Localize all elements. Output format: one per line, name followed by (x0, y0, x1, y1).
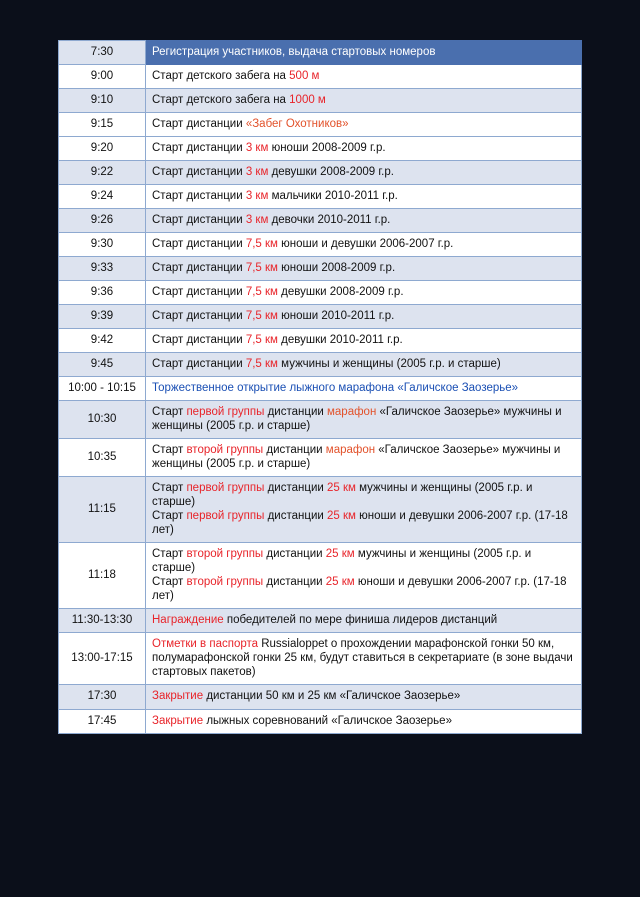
text-segment: Старт (152, 576, 187, 589)
row-description (146, 329, 582, 353)
row-time: 9:36 (59, 281, 146, 305)
row-time: 9:10 (59, 89, 146, 113)
text-segment: Старт (152, 510, 187, 523)
row-time: 9:42 (59, 329, 146, 353)
table-row (59, 65, 582, 89)
text-segment: мальчики 2010-2011 г.р. (268, 190, 398, 203)
text-segment: победителей по мере финиша лидеров дистанций (223, 614, 498, 627)
row-time: 10:00 - 10:15 (59, 377, 146, 401)
text-segment: Старт дистанции (152, 358, 246, 371)
text-segment: Старт дистанции (152, 238, 246, 251)
table-row (59, 305, 582, 329)
table-row (59, 685, 582, 709)
text-segment: Старт дистанции (152, 310, 246, 323)
row-time: 13:00-17:15 (59, 633, 146, 685)
text-segment: 7,5 км (245, 358, 278, 371)
text-segment: Старт дистанции (152, 142, 246, 155)
text-segment: юноши 2010-2011 г.р. (277, 310, 395, 323)
row-description (146, 477, 582, 543)
text-segment: мужчины и женщины (2005 г.р. и старше) (152, 482, 533, 509)
row-description (146, 113, 582, 137)
text-segment: 25 км (325, 548, 355, 561)
table-row (59, 329, 582, 353)
text-segment: 3 км (245, 142, 269, 155)
text-segment: Старт дистанции (152, 262, 246, 275)
row-time: 11:18 (59, 543, 146, 609)
text-segment: девушки 2008-2009 г.р. (268, 166, 394, 179)
text-segment: Старт дистанции (152, 118, 246, 131)
row-time: 17:45 (59, 709, 146, 733)
text-segment: 7,5 км (245, 238, 278, 251)
table-row (59, 209, 582, 233)
row-description (146, 401, 582, 439)
text-segment: дистанции (263, 576, 326, 589)
table-row (59, 709, 582, 733)
schedule-table-body (59, 41, 582, 734)
text-segment: Russialoppet о прохождении марафонской гонки 50 км, полумарафонской гонки 25 км, будут ставиться в секретариате (в зоне выдачи стартовых пакетов) (152, 638, 573, 679)
text-segment: Закрытие (152, 690, 204, 703)
text-segment: Регистрация участников, выдача стартовых номеров (152, 46, 436, 58)
text-segment: первой группы (186, 510, 265, 523)
text-segment: Награждение (152, 614, 224, 627)
text-segment: 3 км (245, 166, 269, 179)
text-segment: Старт дистанции (152, 286, 246, 299)
text-segment: 25 км (325, 576, 355, 589)
text-segment: Старт дистанции (152, 166, 246, 179)
text-segment: 3 км (245, 214, 269, 227)
text-segment: Старт детского забега на (152, 94, 290, 107)
text-segment: Старт (152, 482, 187, 495)
table-row (59, 377, 582, 401)
text-segment: 7,5 км (245, 334, 278, 347)
row-time: 9:45 (59, 353, 146, 377)
text-segment: лыжных соревнований «Галичское Заозерье» (203, 714, 452, 727)
text-segment: дистанции (264, 482, 327, 495)
table-row (59, 161, 582, 185)
row-time: 11:30-13:30 (59, 609, 146, 633)
text-segment: девушки 2008-2009 г.р. (277, 286, 404, 299)
row-time: 9:20 (59, 137, 146, 161)
text-segment: второй группы (186, 548, 264, 561)
table-row (59, 41, 582, 65)
text-segment: «Галичское Заозерье» мужчины и женщины (2005 г.р. и старше) (152, 444, 561, 471)
row-description (146, 305, 582, 329)
schedule-sheet (58, 40, 582, 734)
table-row (59, 543, 582, 609)
text-segment: 7,5 км (245, 262, 278, 275)
row-time: 9:39 (59, 305, 146, 329)
text-segment: марафон (327, 406, 377, 419)
row-time: 7:30 (59, 41, 146, 65)
table-row (59, 257, 582, 281)
text-segment: второй группы (186, 444, 264, 457)
text-segment: Старт дистанции (152, 190, 246, 203)
text-segment: дистанции 50 км и 25 км «Галичское Заозерье» (203, 690, 461, 703)
text-segment: дистанции (263, 444, 326, 457)
row-time: 9:26 (59, 209, 146, 233)
table-row (59, 185, 582, 209)
table-row (59, 609, 582, 633)
text-segment: 1000 м (289, 94, 326, 107)
row-description (146, 439, 582, 477)
text-segment: Старт (152, 406, 187, 419)
row-description (146, 353, 582, 377)
row-description (146, 281, 582, 305)
text-segment: «Забег Охотников» (245, 118, 349, 131)
table-row (59, 439, 582, 477)
row-time: 9:33 (59, 257, 146, 281)
text-segment: девушки 2010-2011 г.р. (277, 334, 403, 347)
text-segment: Закрытие (152, 714, 204, 727)
row-time: 9:00 (59, 65, 146, 89)
row-description (146, 41, 582, 65)
row-time: 11:15 (59, 477, 146, 543)
text-segment: марафон (325, 444, 376, 457)
row-description (146, 233, 582, 257)
text-segment: Старт (152, 444, 187, 457)
row-time: 9:15 (59, 113, 146, 137)
row-time: 9:22 (59, 161, 146, 185)
table-row (59, 281, 582, 305)
table-row (59, 477, 582, 543)
text-segment: дистанции (264, 510, 327, 523)
text-segment: Торжественное открытие лыжного марафона «Галичское Заозерье» (152, 382, 519, 395)
row-description (146, 709, 582, 733)
text-segment: Старт дистанции (152, 334, 246, 347)
table-row (59, 137, 582, 161)
row-description (146, 685, 582, 709)
table-row (59, 89, 582, 113)
row-time: 9:30 (59, 233, 146, 257)
text-segment: второй группы (186, 576, 264, 589)
row-description (146, 377, 582, 401)
row-description (146, 209, 582, 233)
row-time: 10:30 (59, 401, 146, 439)
text-segment: Отметки в паспорта (152, 638, 259, 651)
row-description (146, 161, 582, 185)
text-segment: дистанции (264, 406, 327, 419)
row-description (146, 65, 582, 89)
row-description (146, 543, 582, 609)
table-row (59, 233, 582, 257)
row-description (146, 633, 582, 685)
schedule-table (58, 40, 582, 734)
text-segment: 25 км (327, 510, 356, 523)
text-segment: мужчины и женщины (2005 г.р. и старше) (277, 358, 501, 371)
text-segment: юноши 2008-2009 г.р. (277, 262, 396, 275)
text-segment: «Галичское Заозерье» мужчины и женщины (2005 г.р. и старше) (152, 406, 562, 433)
row-description (146, 185, 582, 209)
row-description (146, 609, 582, 633)
text-segment: Старт (152, 548, 187, 561)
row-time: 10:35 (59, 439, 146, 477)
row-time: 9:24 (59, 185, 146, 209)
table-row (59, 113, 582, 137)
table-row (59, 633, 582, 685)
row-description (146, 137, 582, 161)
text-segment: юноши и девушки 2006-2007 г.р. (17-18 лет) (152, 576, 567, 603)
text-segment: юноши и девушки 2006-2007 г.р. (17-18 лет) (152, 510, 568, 537)
text-segment: 25 км (327, 482, 356, 495)
text-segment: 7,5 км (245, 310, 278, 323)
text-segment: первой группы (186, 406, 265, 419)
table-row (59, 401, 582, 439)
text-segment: Старт детского забега на (152, 70, 290, 83)
text-segment: 7,5 км (245, 286, 278, 299)
text-segment: 3 км (245, 190, 269, 203)
row-description (146, 89, 582, 113)
text-segment: девочки 2010-2011 г.р. (268, 214, 391, 227)
table-row (59, 353, 582, 377)
text-segment: юноши и девушки 2006-2007 г.р. (277, 238, 454, 251)
text-segment: юноши 2008-2009 г.р. (268, 142, 386, 155)
text-segment: мужчины и женщины (2005 г.р. и старше) (152, 548, 532, 575)
text-segment: 500 м (289, 70, 320, 83)
text-segment: дистанции (263, 548, 326, 561)
text-segment: Старт дистанции (152, 214, 246, 227)
text-segment: первой группы (186, 482, 265, 495)
row-time: 17:30 (59, 685, 146, 709)
row-description (146, 257, 582, 281)
